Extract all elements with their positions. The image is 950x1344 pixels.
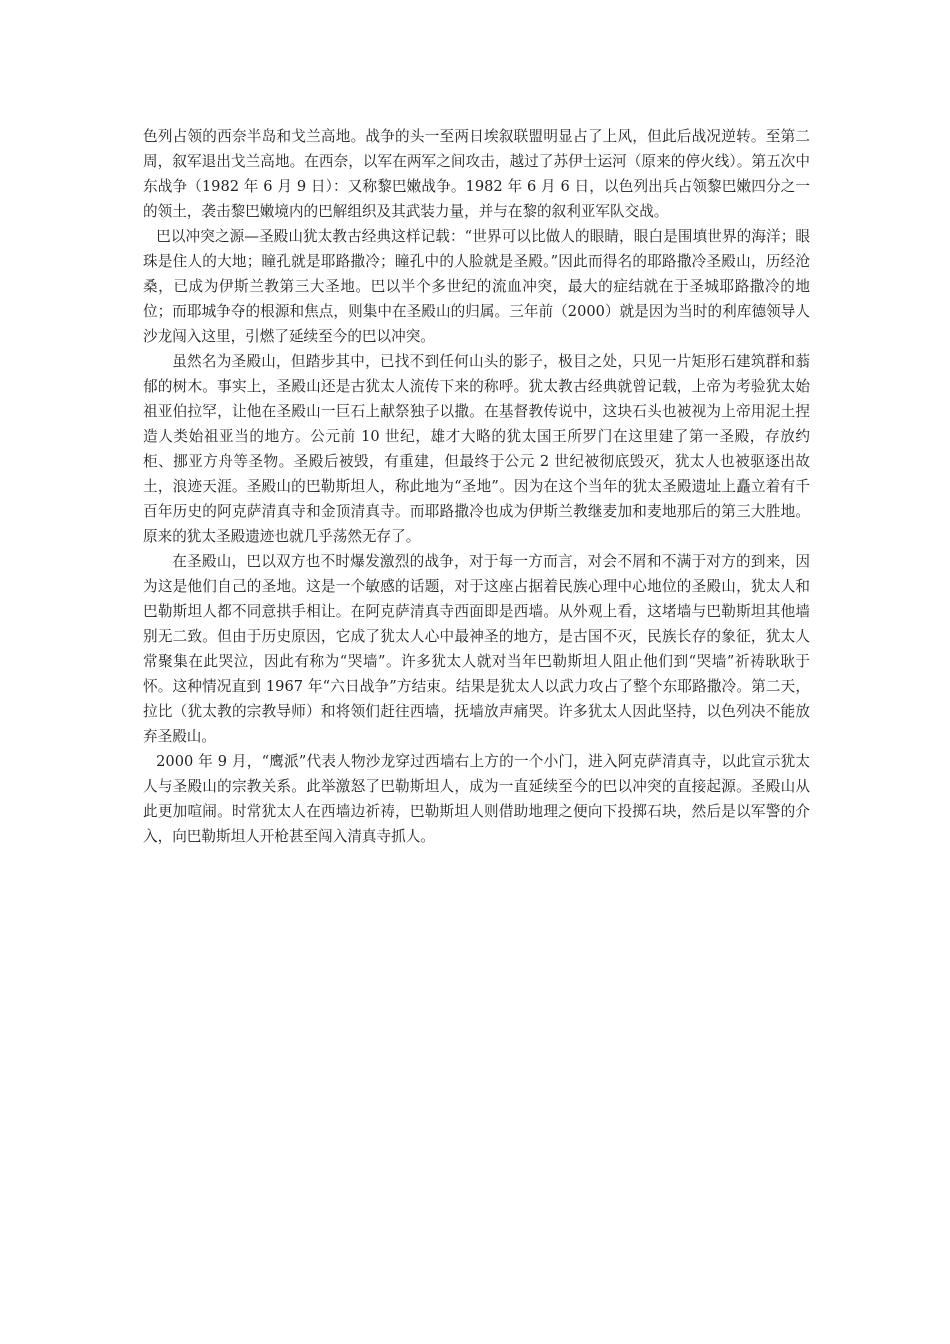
paragraph-war-history-continued: 色列占领的西奈半岛和戈兰高地。战争的头一至两日埃叙联盟明显占了上风，但此后战况逆转。至第二周，叙军退出戈兰高地。在西奈，以军在两军之间攻击，越过了苏伊士运河（原来的停火线）。第五次中东战争（1982 年 6 月 9 日）：又称黎巴嫩战争。1982 年 6 月 6 日，以色列出兵占领黎巴嫩四分之一的领土，袭击黎巴嫩境内的巴解组织及其武装力量，并与在黎的叙利亚军队交战。 bbox=[143, 128, 810, 220]
document-page bbox=[143, 124, 810, 849]
paragraph-temple-mount-history: 虽然名为圣殿山，但踏步其中，已找不到任何山头的影子，极目之处，只见一片矩形石建筑群和蓊郁的树木。事实上，圣殿山还是古犹太人流传下来的称呼。犹太教古经典就曾记载，上帝为考验犹太始祖亚伯拉罕，让他在圣殿山一巨石上献祭独子以撒。在基督教传说中，这块石头也被视为上帝用泥土捏造人类始祖亚当的地方。公元前 10 世纪，雄才大略的犹太国王所罗门在这里建了第一圣殿，存放约柜、挪亚方舟等圣物。圣殿后被毁，有重建，但最终于公元 2 世纪被彻底毁灭，犹太人也被驱逐出故土，浪迹天涯。圣殿山的巴勒斯坦人，称此地为“圣地”。因为在这个当年的犹太圣殿遗址上矗立着有千百年历史的阿克萨清真寺和金顶清真寺。而耶路撒冷也成为伊斯兰教继麦加和麦地那后的第三大胜地。原来的犹太圣殿遗迹也就几乎荡然无存了。 bbox=[143, 353, 810, 545]
paragraph-temple-mount-origin: 巴以冲突之源—圣殿山犹太教古经典这样记载：“世界可以比做人的眼睛，眼白是围填世界的海洋；眼珠是住人的大地；瞳孔就是耶路撒冷；瞳孔中的人脸就是圣殿。”因此而得名的耶路撒冷圣殿山，历经沧桑，已成为伊斯兰教第三大圣地。巴以半个多世纪的流血冲突，最大的症结就在于圣城耶路撒冷的地位；而耶城争夺的根源和焦点，则集中在圣殿山的归属。三年前（2000）就是因为当时的利库德领导人沙龙闯入这里，引燃了延续至今的巴以冲突。 bbox=[143, 228, 810, 345]
paragraph-sharon-visit: 2000 年 9 月，“鹰派”代表人物沙龙穿过西墙右上方的一个小门，进入阿克萨清真寺，以此宣示犹太人与圣殿山的宗教关系。此举激怒了巴勒斯坦人，成为一直延续至今的巴以冲突的直接起源。圣殿山从此更加喧闹。时常犹太人在西墙边祈祷，巴勒斯坦人则借助地理之便向下投掷石块，然后是以军警的介入，向巴勒斯坦人开枪甚至闯入清真寺抓人。 bbox=[143, 753, 810, 845]
paragraph-western-wall: 在圣殿山，巴以双方也不时爆发激烈的战争，对于每一方而言，对会不屑和不满于对方的到来，因为这是他们自己的圣地。这是一个敏感的话题，对于这座占据着民族心理中心地位的圣殿山，犹太人和巴勒斯坦人都不同意拱手相让。在阿克萨清真寺西面即是西墙。从外观上看，这堵墙与巴勒斯坦其他墙别无二致。但由于历史原因，它成了犹太人心中最神圣的地方，是古国不灭，民族长存的象征，犹太人常聚集在此哭泣，因此有称为“哭墙”。许多犹太人就对当年巴勒斯坦人阻止他们到“哭墙”祈祷耿耿于怀。这种情况直到 1967 年“六日战争”方结束。结果是犹太人以武力攻占了整个东耶路撒冷。第二天，拉比（犹太教的宗教导师）和将领们赶往西墙，抚墙放声痛哭。许多犹太人因此坚持，以色列决不能放弃圣殿山。 bbox=[143, 553, 810, 745]
